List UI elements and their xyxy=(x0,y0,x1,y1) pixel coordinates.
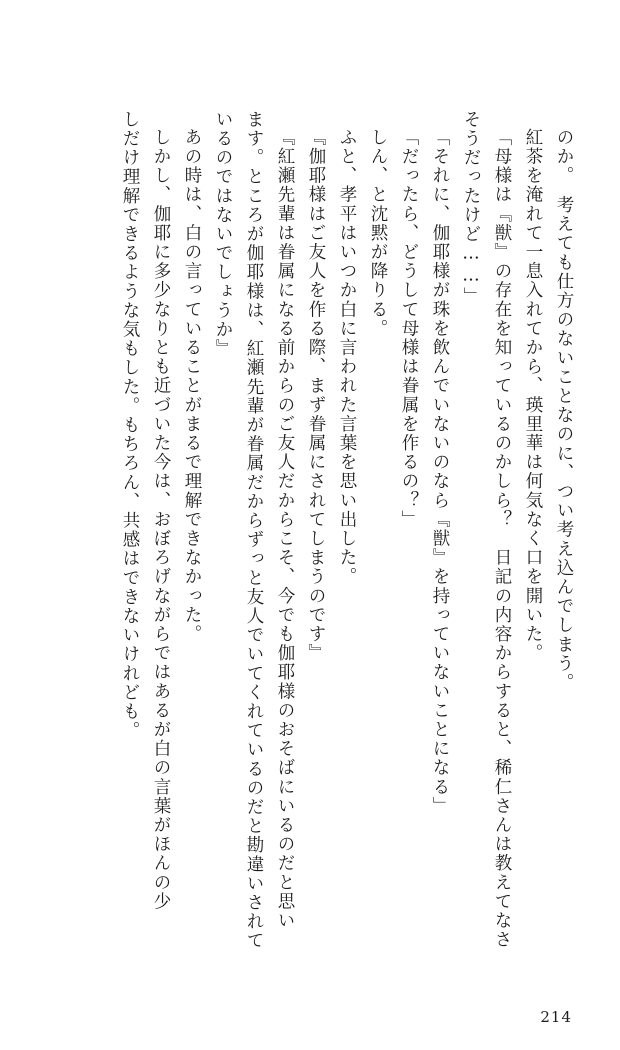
text-line: しん、と沈黙が降りる。 xyxy=(368,128,388,339)
text-line: のか。 考えても仕方のないことなのに、つい考え込んでしまう。 xyxy=(554,128,574,693)
text-line: 「だったら、どうして母様は眷属を作るの？」 xyxy=(399,128,419,530)
text-line: そうだったけど……」 xyxy=(461,110,481,306)
vertical-text-block xyxy=(48,110,572,990)
text-line: 「母様は『獣』の存在を知っているのかしら？ 日記の内容からすると、稀仁さんは教えてなさ xyxy=(492,128,512,950)
text-line: ます。ところが伽耶様は、紅瀬先輩が眷属だからずっと友人でいてくれているのだと勘違いされて xyxy=(244,110,264,951)
text-line: いるのではないでしょうか』 xyxy=(213,110,233,359)
text-line: しかし、伽耶に多少なりとも近づいた今は、おぼろげながらではあるが白の言葉がほんの少 xyxy=(151,128,171,912)
text-line: あの時は、白の言っていることがまるで理解できなかった。 xyxy=(182,128,202,644)
text-line: 「それに、伽耶様が珠を飲んでいないのなら『獣』を持っていないことになる」 xyxy=(430,128,450,816)
text-line: ふと、孝平はいつか白に言われた言葉を思い出した。 xyxy=(337,128,357,587)
text-line: 『紅瀬先輩は眷属になる前からのご友人だからこそ、今でも伽耶様のおそばにいるのだと思い xyxy=(275,128,295,931)
text-line: しだけ理解できるような気もした。もちろん、共感はできないけれども。 xyxy=(120,110,140,741)
text-line: 『伽耶様はご友人を作る際、まず眷属にされてしまうのです』 xyxy=(306,128,326,663)
page-number: 214 xyxy=(540,1008,572,1026)
text-line: 紅茶を淹れて一息入れてから、瑛里華は何気なく口を開いた。 xyxy=(523,128,543,663)
